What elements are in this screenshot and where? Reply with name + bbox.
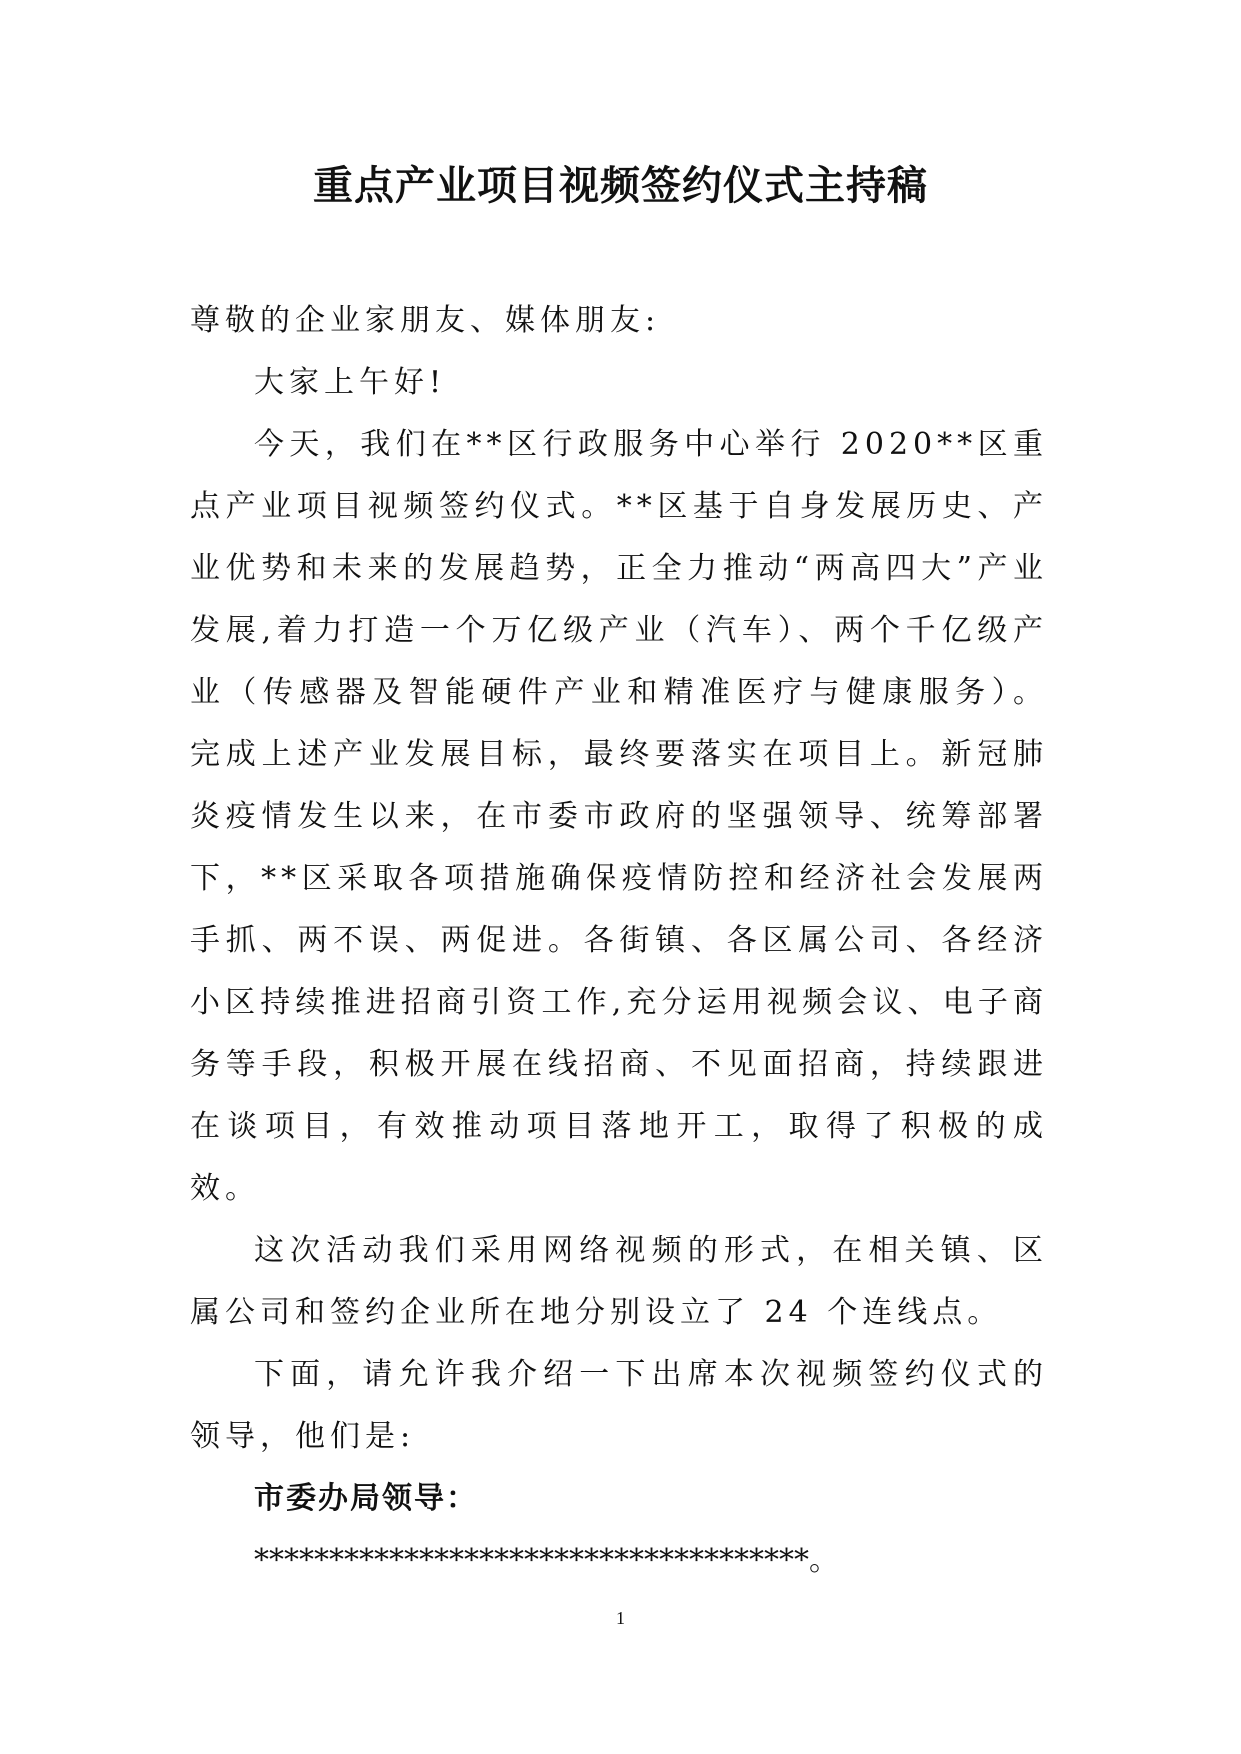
leaders-placeholder-line: *************************************。 xyxy=(254,1543,839,1578)
salutation: 尊敬的企业家朋友、媒体朋友: xyxy=(190,303,661,338)
greeting: 大家上午好! xyxy=(254,365,447,400)
paragraph-intro: 今天，我们在**区行政服务中心举行 2020**区重点产业项目视频签约仪式。**区基于自身发展历史、产业优势和未来的发展趋势，正全力推动“两高四大”产业发展,着力打造一个万亿级产业（汽车）、两个千亿级产业（传感器及智能硬件产业和精准医疗与健康服务）。完成上述产业发展目标，最终要落实在项目上。新冠肺炎疫情发生以来，在市委市政府的坚强领导、统筹部署下，**区采取各项措施确保疫情防控和经济社会发展两手抓、两不误、两促进。各街镇、各区属公司、各经济小区持续推进招商引资工作,充分运用视频会议、电子商务等手段，积极开展在线招商、不见面招商，持续跟进在谈项目，有效推动项目落地开工，取得了积极的成效。 xyxy=(190,427,1048,1206)
paragraph-connection-points: 这次活动我们采用网络视频的形式，在相关镇、区属公司和签约企业所在地分别设立了 24 个连线点。 xyxy=(190,1233,1048,1330)
section-heading: 市委办局领导： xyxy=(254,1481,478,1516)
document-title: 重点产业项目视频签约仪式主持稿 xyxy=(313,162,928,209)
paragraph-leader-introduction: 下面，请允许我介绍一下出席本次视频签约仪式的领导，他们是: xyxy=(190,1357,1048,1454)
page-number: 1 xyxy=(616,1608,625,1628)
document-body xyxy=(190,290,1048,1592)
